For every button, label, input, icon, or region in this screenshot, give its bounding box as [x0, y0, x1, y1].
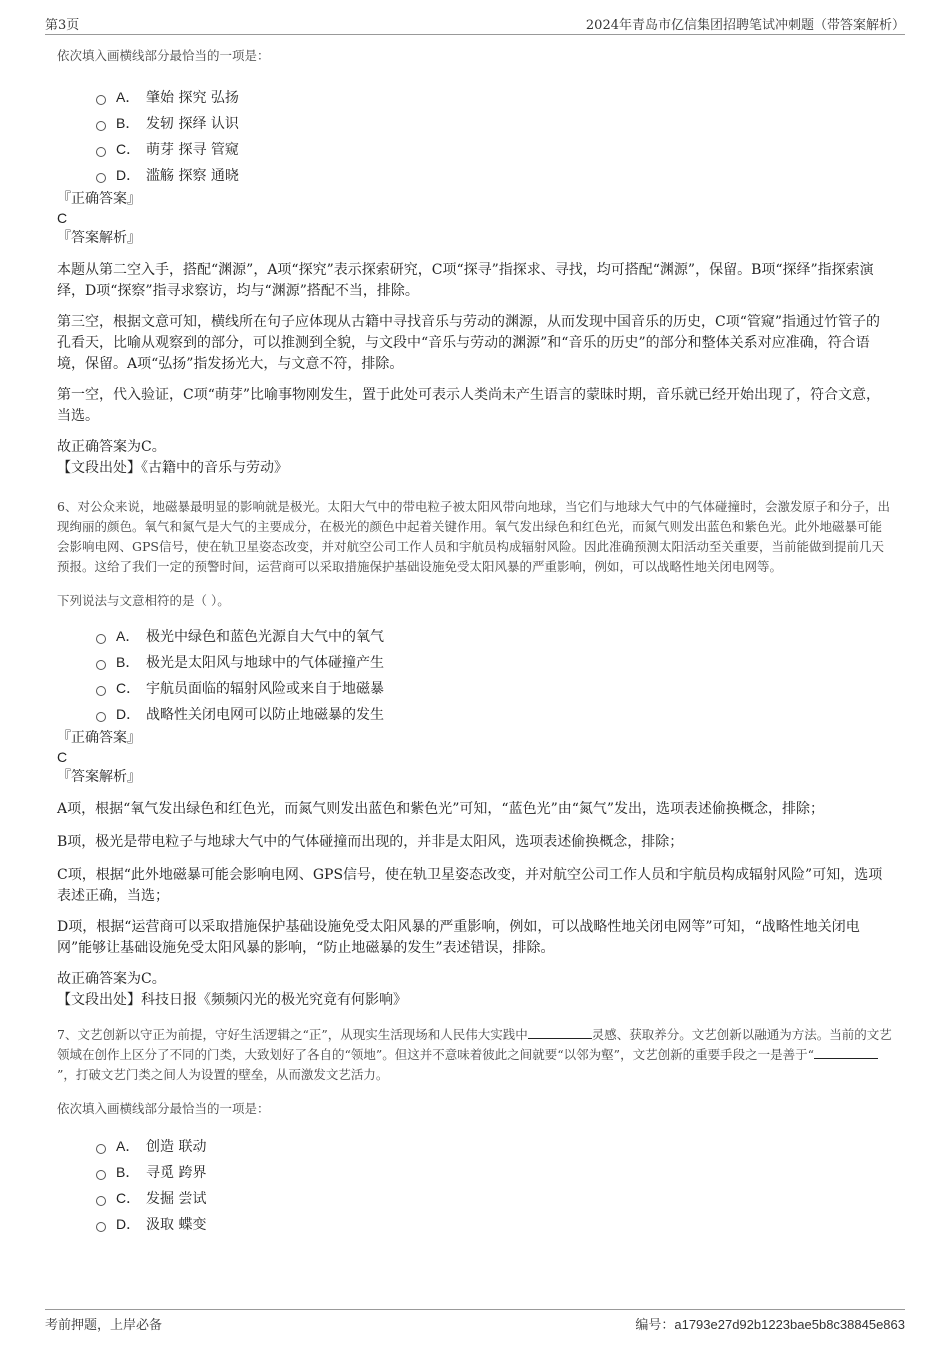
q6-analysis-5: 故正确答案为C。 [57, 971, 166, 987]
q6-option-a[interactable]: A． 极光中绿色和蓝色光源自大气中的氧气 [96, 623, 892, 649]
footer-slogan: 考前押题，上岸必备 [45, 1318, 163, 1333]
page-content [57, 40, 892, 1237]
q6-prompt: 下列说法与文意相符的是（ ）。 [57, 593, 230, 608]
q7-prompt: 依次填入画横线部分最恰当的一项是： [57, 1101, 270, 1116]
q6-option-b[interactable]: B． 极光是太阳风与地球中的气体碰撞产生 [96, 649, 892, 675]
q5-source: 【文段出处】《古籍中的音乐与劳动》 [57, 460, 288, 476]
q6-passage: 6、对公众来说，地磁暴最明显的影响就是极光。太阳大气中的带电粒子被太阳风带向地球，当它们与地球大气中的气体碰撞时，会激发原子和分子，出现绚丽的颜色。氧气和氮气是大气的主要成分，在极光的颜色中起着关键作用。氧气发出绿色和红色光，而氮气则发出蓝色和紫色光。此外地磁暴可能会影响电网、GPS信号，使在轨卫星姿态改变，并对航空公司工作人员和宇航员构成辐射风险。因此准确预测太阳活动至关重要，当前能做到提前几天预报。这给了我们一定的预警时间，运营商可以采取措施保护基础设施免受太阳风暴的严重影响，例如，可以战略性地关闭电网等。 [57, 499, 890, 574]
q6-options [96, 623, 892, 727]
q6-answer: C [57, 749, 68, 765]
q6-analysis-4: D项，根据“运营商可以采取措施保护基础设施免受太阳风暴的严重影响，例如，可以战略性地关闭电网等”可知，“战略性地关闭电网”能够让基础设施免受太阳风暴的影响，“防止地磁暴的发生”表述错误，排除。 [57, 919, 860, 956]
radio-icon[interactable] [96, 173, 106, 183]
q7-option-d[interactable]: D． 汲取 蝶变 [96, 1211, 892, 1237]
page-footer [45, 1309, 905, 1332]
radio-icon[interactable] [96, 686, 106, 696]
q5-option-d[interactable]: D． 滥觞 探察 通晓 [96, 162, 892, 188]
q6-source: 【文段出处】科技日报《频频闪光的极光究竟有何影响》 [57, 992, 407, 1008]
page-header [45, 12, 905, 35]
radio-icon[interactable] [96, 1222, 106, 1232]
blank-2 [814, 1046, 878, 1059]
q5-analysis-4: 故正确答案为C。 [57, 439, 166, 455]
q7-options [96, 1133, 892, 1237]
page-number: 第3页 [45, 18, 80, 33]
radio-icon[interactable] [96, 634, 106, 644]
document-title: 2024年青岛市亿信集团招聘笔试冲刺题（带答案解析） [585, 18, 905, 33]
q5-option-c[interactable]: C． 萌芽 探寻 管窥 [96, 136, 892, 162]
blank-1 [528, 1026, 592, 1039]
q5-options [96, 84, 892, 188]
q6-option-d[interactable]: D． 战略性关闭电网可以防止地磁暴的发生 [96, 701, 892, 727]
q6-analysis-label: 『答案解析』 [57, 769, 141, 785]
q5-analysis-3: 第一空，代入验证，C项“萌芽”比喻事物刚发生，置于此处可表示人类尚未产生语言的蒙昧时期，音乐就已经开始出现了，符合文意，当选。 [57, 387, 881, 424]
document-id: 编号：a1793e27d92b1223bae5b8c38845e863 [635, 1317, 905, 1332]
radio-icon[interactable] [96, 95, 106, 105]
q6-analysis-1: A项，根据“氧气发出绿色和红色光，而氮气则发出蓝色和紫色光”可知，“蓝色光”由“氮气”发出，选项表述偷换概念，排除； [57, 801, 825, 817]
q6-answer-label: 『正确答案』 [57, 730, 141, 746]
q5-analysis-2: 第三空，根据文意可知，横线所在句子应体现从古籍中寻找音乐与劳动的渊源，从而发现中国音乐的历史，C项“管窥”指通过竹管子的孔看天，比喻从观察到的部分，可以推测到全貌，与文段中“音乐与劳动的渊源”和“音乐的历史”的部分和整体关系对应准确，符合语境，保留。A项“弘扬”指发扬光大，与文意不符，排除。 [57, 314, 881, 372]
q5-option-b[interactable]: B． 发轫 探绎 认识 [96, 110, 892, 136]
radio-icon[interactable] [96, 1170, 106, 1180]
q7-passage: 7、文艺创新以守正为前提，守好生活逻辑之“正”，从现实生活现场和人民伟大实践中 灵感、获取养分。文艺创新以融通为方法。当前的文艺领域在创作上区分了不同的门类，大致划好了各自的“领地”。但这并不意味着彼此之间就要“以邻为壑”，文艺创新的重要手段之一是善于“”，打破文艺门类之间人为设置的壁垒，从而激发文艺活力。 [57, 1027, 892, 1082]
radio-icon[interactable] [96, 121, 106, 131]
q5-analysis-label: 『答案解析』 [57, 230, 141, 246]
q6-option-c[interactable]: C． 宇航员面临的辐射风险或来自于地磁暴 [96, 675, 892, 701]
radio-icon[interactable] [96, 1144, 106, 1154]
radio-icon[interactable] [96, 712, 106, 722]
q7-option-c[interactable]: C． 发掘 尝试 [96, 1185, 892, 1211]
q7-option-b[interactable]: B． 寻觅 跨界 [96, 1159, 892, 1185]
q6-analysis-3: C项，根据“此外地磁暴可能会影响电网、GPS信号，使在轨卫星姿态改变，并对航空公司工作人员和宇航员构成辐射风险”可知，选项表述正确，当选； [57, 867, 883, 904]
q6-analysis-2: B项，极光是带电粒子与地球大气中的气体碰撞而出现的，并非是太阳风，选项表述偷换概念，排除； [57, 834, 684, 850]
radio-icon[interactable] [96, 1196, 106, 1206]
q5-analysis-1: 本题从第二空入手，搭配“渊源”，A项“探究”表示探索研究，C项“探寻”指探求、寻找，均可搭配“渊源”，保留。B项“探绎”指探索演绎，D项“探察”指寻求察访，均与“渊源”搭配不当，排除。 [57, 262, 874, 299]
radio-icon[interactable] [96, 147, 106, 157]
q5-answer-label: 『正确答案』 [57, 191, 141, 207]
radio-icon[interactable] [96, 660, 106, 670]
q7-option-a[interactable]: A． 创造 联动 [96, 1133, 892, 1159]
q5-option-a[interactable]: A． 肇始 探究 弘扬 [96, 84, 892, 110]
q5-prompt: 依次填入画横线部分最恰当的一项是： [57, 48, 270, 63]
q5-answer: C [57, 210, 68, 226]
